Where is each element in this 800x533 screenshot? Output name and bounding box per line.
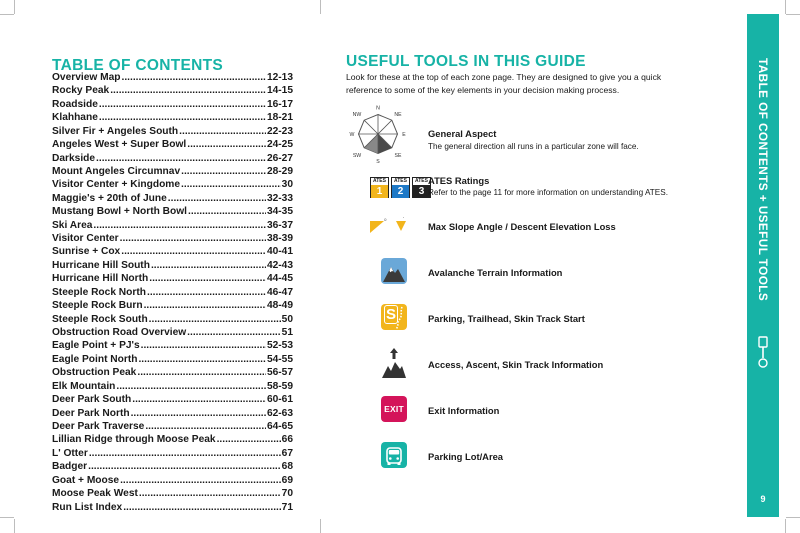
toc-entry-pages: 40-41 (266, 246, 293, 258)
toc-entry-name: Hurricane Hill North (52, 273, 149, 285)
toc-leader-dots (99, 111, 266, 124)
toc-entry-name: Roadside (52, 98, 98, 110)
ascent-icon (381, 347, 407, 379)
toc-entry-pages: 58-59 (266, 380, 293, 392)
toc-entry-name: Rocky Peak (52, 85, 110, 97)
page-number: 9 (760, 494, 766, 504)
toc-entry-name: Goat + Moose (52, 474, 120, 486)
ates-name: ATES Ratings (428, 175, 490, 186)
toc-entry (52, 286, 293, 299)
exit-icon (381, 396, 407, 422)
crop-mark (785, 0, 786, 14)
tool-access-ascent (346, 349, 676, 379)
toc-entry-name: Visitor Center (52, 233, 119, 245)
toc-entry (52, 165, 293, 178)
toc-entry-name: L' Otter (52, 447, 88, 459)
exit-label: EXIT (384, 404, 404, 414)
toc-entry-pages: 69 (281, 474, 293, 486)
svg-text:': ' (403, 216, 404, 221)
toc-entry-pages: 30 (281, 179, 293, 191)
toc-entry-pages: 36-37 (266, 219, 293, 231)
aspect-label-nw: NW (352, 112, 362, 118)
slope-angle-icon (366, 215, 426, 237)
toc-entry (52, 393, 293, 406)
toc-entry-pages: 18-21 (266, 112, 293, 124)
toc-entry-name: Deer Park North (52, 407, 130, 419)
aspect-label-s: S (376, 159, 380, 165)
toc-entry (52, 259, 293, 272)
toc-leader-dots (122, 71, 266, 84)
ates-badge (370, 177, 389, 198)
toc-entry-name: Obstruction Road Overview (52, 327, 187, 339)
toc-entry-name: Visitor Center + Kingdome (52, 179, 181, 191)
toc-entry-pages: 66 (281, 434, 293, 446)
toc-entry (52, 98, 293, 111)
toc-leader-dots (181, 165, 266, 178)
toc-entry-name: Run List Index (52, 501, 123, 513)
ates-badge-number: 1 (371, 185, 388, 198)
toc-entry-name: Steeple Rock North (52, 286, 146, 298)
crop-mark (786, 517, 800, 518)
toc-entry-name: Steeple Rock Burn (52, 300, 143, 312)
toc-entry (52, 232, 293, 245)
toc-leader-dots (144, 299, 266, 312)
toc-entry-name: Hurricane Hill South (52, 259, 150, 271)
toc-leader-dots (217, 433, 281, 446)
toc-title: TABLE OF CONTENTS (52, 57, 223, 74)
toc-entry-name: Ski Area (52, 219, 93, 231)
toc-entry (52, 447, 293, 460)
aspect-label-e: E (402, 132, 406, 138)
crop-mark (0, 14, 14, 15)
ates-badge-label: ATES (373, 178, 386, 184)
toc-leader-dots (187, 138, 266, 151)
ates-badge-label: ATES (415, 178, 428, 184)
crop-mark (14, 0, 15, 14)
crop-mark (320, 0, 321, 14)
toc-leader-dots (137, 366, 266, 379)
crop-mark (320, 519, 321, 533)
aspect-name: General Aspect (428, 128, 497, 139)
crop-mark (785, 519, 786, 533)
mountain-icon (381, 258, 407, 284)
toc-entry-pages: 60-61 (266, 394, 293, 406)
toc-entry (52, 138, 293, 151)
toc-entry-name: Lillian Ridge through Moose Peak (52, 434, 216, 446)
toc-entry-pages: 52-53 (266, 340, 293, 352)
toc-leader-dots (88, 460, 281, 473)
toc-leader-dots (149, 313, 281, 326)
toc-entry-pages: 16-17 (266, 98, 293, 110)
toc-entry (52, 245, 293, 258)
toc-entry-pages: 67 (281, 447, 293, 459)
toc-leader-dots (93, 219, 266, 232)
aspect-label-se: SE (394, 153, 402, 159)
toc-entry-name: Mount Angeles Circumnav (52, 165, 181, 177)
toc-leader-dots (120, 232, 266, 245)
toc-entry-pages: 64-65 (266, 420, 293, 432)
parking-name: Parking Lot/Area (428, 451, 504, 462)
tools-icon (756, 336, 770, 370)
skin-track-icon (381, 304, 407, 330)
ates-badge-label: ATES (394, 178, 407, 184)
toc-entry (52, 71, 293, 84)
toc-entry-pages: 70 (281, 488, 293, 500)
toc-entry-pages: 34-35 (266, 206, 293, 218)
car-icon (381, 442, 407, 468)
toc-entry-pages: 26-27 (266, 152, 293, 164)
toc-leader-dots (188, 205, 266, 218)
toc-leader-dots (168, 192, 266, 205)
toc-leader-dots (96, 152, 266, 165)
toc-leader-dots (99, 98, 266, 111)
toc-entry-name: Angeles West + Super Bowl (52, 139, 187, 151)
toc-entry (52, 407, 293, 420)
toc-entry (52, 339, 293, 352)
toc-leader-dots (145, 420, 266, 433)
side-tab-title: TABLE OF CONTENTS + USEFUL TOOLS (756, 58, 770, 302)
crop-mark (14, 519, 15, 533)
toc-entry (52, 192, 293, 205)
toc-leader-dots (110, 84, 266, 97)
toc-entry-pages: 51 (281, 327, 293, 339)
ates-badges (370, 177, 431, 198)
tool-ates (346, 175, 676, 201)
toc-entry-name: Eagle Point North (52, 353, 138, 365)
toc-entry (52, 501, 293, 514)
toc-entry (52, 299, 293, 312)
toc-entry (52, 326, 293, 339)
toc-entry-name: Silver Fir + Angeles South (52, 125, 179, 137)
toc-entry-name: Eagle Point + PJ's (52, 340, 140, 352)
toc-entry-name: Deer Park South (52, 394, 132, 406)
access-name: Access, Ascent, Skin Track Information (428, 359, 604, 370)
crop-mark (786, 14, 800, 15)
toc-entry (52, 111, 293, 124)
toc-entry-pages: 32-33 (266, 192, 293, 204)
toc-entry-name: Sunrise + Cox (52, 246, 121, 258)
ates-badge-number: 2 (392, 185, 409, 198)
ates-badge (391, 177, 410, 198)
toc-entry-pages: 71 (281, 501, 293, 513)
toc-entry-pages: 62-63 (266, 407, 293, 419)
aspect-label-n: N (376, 105, 380, 112)
toc-entry-pages: 68 (281, 461, 293, 473)
toc-list (52, 71, 293, 514)
toc-entry-name: Mustang Bowl + North Bowl (52, 206, 187, 218)
side-tab (747, 14, 779, 517)
toc-entry (52, 487, 293, 500)
aspect-label-w: W (349, 132, 355, 138)
toc-leader-dots (121, 245, 266, 258)
toc-leader-dots (149, 272, 266, 285)
toc-entry-pages: 12-13 (266, 72, 293, 83)
tool-avalanche-terrain (346, 258, 676, 286)
toc-entry (52, 272, 293, 285)
toc-leader-dots (138, 353, 265, 366)
crop-mark (0, 517, 14, 518)
aspect-desc: The general direction all runs in a particular zone will face. (428, 142, 639, 151)
svg-text:o: o (384, 217, 387, 222)
exit-name: Exit Information (428, 405, 500, 416)
toc-entry-pages: 42-43 (266, 259, 293, 271)
toc-entry-name: Obstruction Peak (52, 367, 137, 379)
ates-desc: Refer to the page 11 for more information on understanding ATES. (428, 188, 669, 197)
toc-entry-pages: 14-15 (266, 85, 293, 97)
tools-intro: Look for these at the top of each zone page. They are designed to give you a quick reference to some of the key elements in your decision making process. (346, 72, 662, 95)
toc-entry (52, 420, 293, 433)
toc-entry-pages: 38-39 (266, 233, 293, 245)
toc-entry (52, 178, 293, 191)
toc-leader-dots (131, 407, 266, 420)
toc-leader-dots (187, 326, 280, 339)
toc-entry (52, 353, 293, 366)
toc-entry (52, 366, 293, 379)
toc-leader-dots (151, 259, 266, 272)
toc-leader-dots (147, 286, 266, 299)
toc-entry (52, 433, 293, 446)
avalanche-name: Avalanche Terrain Information (428, 267, 563, 278)
slope-name: Max Slope Angle / Descent Elevation Loss (428, 221, 616, 232)
toc-entry-pages: 24-25 (266, 139, 293, 151)
skin-track-name: Parking, Trailhead, Skin Track Start (428, 313, 585, 324)
toc-leader-dots (139, 487, 281, 500)
tool-exit (346, 396, 676, 424)
toc-entry-name: Badger (52, 461, 88, 473)
toc-leader-dots (116, 380, 266, 393)
toc-entry-name: Overview Map (52, 72, 121, 83)
toc-leader-dots (89, 447, 281, 460)
tool-general-aspect (346, 102, 676, 166)
toc-entry-name: Steeple Rock South (52, 313, 148, 325)
toc-entry (52, 380, 293, 393)
toc-entry-name: Elk Mountain (52, 380, 116, 392)
toc-entry-pages: 46-47 (266, 286, 293, 298)
toc-entry (52, 313, 293, 326)
toc-entry (52, 205, 293, 218)
toc-entry (52, 84, 293, 97)
toc-leader-dots (120, 474, 281, 487)
toc-entry (52, 152, 293, 165)
toc-entry-name: Deer Park Traverse (52, 420, 145, 432)
toc-entry-name: Darkside (52, 152, 96, 164)
toc-entry (52, 219, 293, 232)
toc-leader-dots (181, 178, 281, 191)
skin-track-letter: S (385, 306, 396, 323)
aspect-rose-icon (346, 102, 410, 166)
toc-entry-pages: 22-23 (266, 125, 293, 137)
toc-entry-name: Moose Peak West (52, 488, 138, 500)
ates-badge-number: 3 (413, 185, 430, 198)
toc-leader-dots (141, 339, 266, 352)
toc-entry-pages: 50 (281, 313, 293, 325)
toc-entry-name: Klahhane (52, 112, 98, 124)
toc-entry (52, 460, 293, 473)
toc-entry-pages: 44-45 (266, 273, 293, 285)
tools-title: USEFUL TOOLS IN THIS GUIDE (346, 53, 586, 70)
tool-skin-track-start (346, 304, 676, 332)
aspect-label-ne: NE (394, 112, 402, 118)
toc-leader-dots (132, 393, 266, 406)
tool-parking-lot (346, 442, 676, 470)
toc-entry-pages: 54-55 (266, 353, 293, 365)
toc-entry (52, 125, 293, 138)
toc-leader-dots (123, 501, 280, 514)
tool-slope-angle (346, 215, 676, 237)
aspect-label-sw: SW (352, 153, 362, 159)
toc-entry-pages: 28-29 (266, 165, 293, 177)
toc-entry-pages: 48-49 (266, 300, 293, 312)
toc-entry-name: Maggie's + 20th of June (52, 192, 167, 204)
toc-leader-dots (179, 125, 266, 138)
toc-entry-pages: 56-57 (266, 367, 293, 379)
toc-entry (52, 474, 293, 487)
